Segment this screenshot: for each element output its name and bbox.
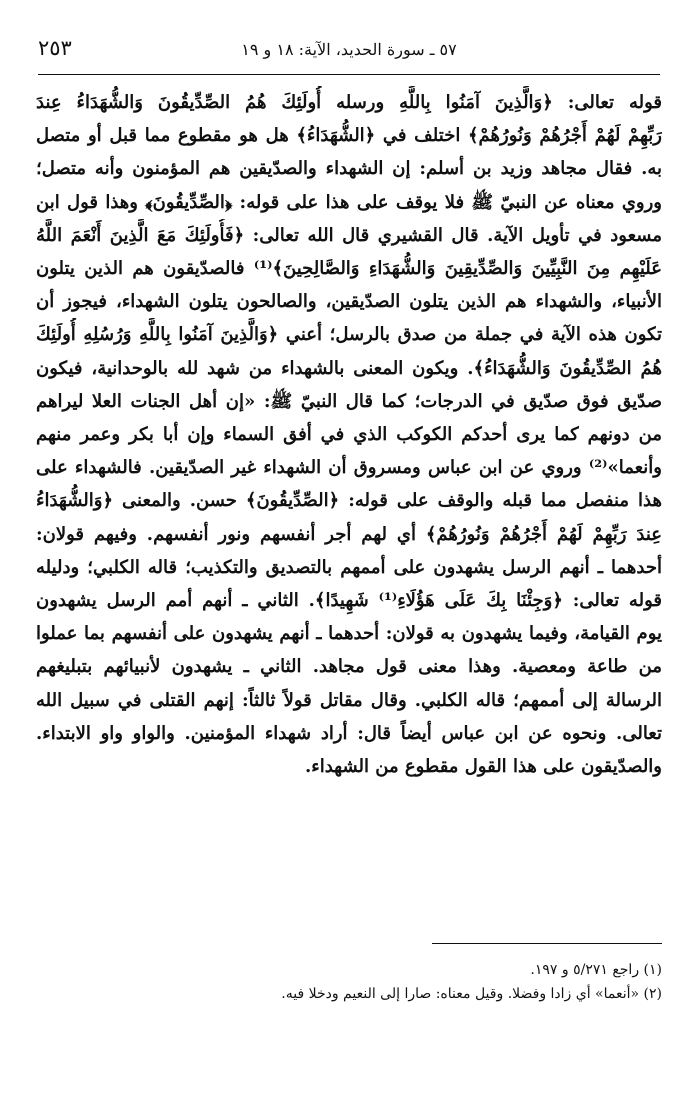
text-line: تعالى. ونحوه عن ابن عباس أيضاً قال: أراد شهداء المؤمنين. والواو واو الابتداء. [36, 722, 662, 744]
text-line: عِندَ رَبِّهِمْ لَهُمْ أَجْرُهُمْ وَنُورُهُمْ﴾ أي لهم أجر أنفسهم ونور أنفسهم. وفيهم قولان: [36, 523, 662, 545]
footnote-rule [432, 943, 662, 944]
text-line: أحدهما ـ أنهم الرسل يشهدون على أممهم بالتصديق والتكذيب؛ قاله الكلبي؛ ودليله [36, 556, 662, 578]
text-line: يوم القيامة، وفيما يشهدون به قولان: أحدهما ـ أنهم يشهدون على أنفسهم بما عملوا [36, 623, 662, 645]
text-line: رَبِّهِمْ لَهُمْ أَجْرُهُمْ وَنُورُهُمْ﴾ اختلف في ﴿الشُّهَدَاءُ﴾ هل هو مقطوع مما قبل أو متصل [36, 125, 662, 147]
text-line: الأنبياء، والشهداء هم الذين يتلون الصدّيقين، والصالحون يتلون الشهداء، فيجوز أن [36, 291, 662, 313]
text-line: وروي معناه عن النبيّ ﷺ فلا يوقف على هذا على قوله: ﴿الصِّدِّيقُونَ﴾ وهذا قول ابن [36, 191, 662, 213]
text-line: الرسالة إلى أممهم؛ قاله الكلبي. وقال مقاتل قولاً ثالثاً: إنهم القتلى في سبيل الله [36, 689, 662, 711]
text-line: هُمُ الصِّدِّيقُونَ وَالشُّهَدَاءُ﴾. ويكون المعنى بالشهداء من شهد لله بالوحدانية، فيكون [36, 357, 662, 379]
page-number: ٢٥٣ [38, 36, 72, 60]
text-line: من دونهم كما يرى أحدكم الكوكب الذي في أفق السماء وإن أبا بكر وعمر منهم [36, 424, 662, 446]
footnote-1: (١) راجع ٥/٢٧١ و ١٩٧. [530, 962, 662, 978]
footnote-2: (٢) «أنعما» أي زادا وفضلا. وقيل معناه: صارا إلى النعيم ودخلا فيه. [281, 986, 662, 1002]
text-line: قوله تعالى: ﴿وَالَّذِينَ آمَنُوا بِاللَّهِ ورسله أُولَئِكَ هُمُ الصِّدِّيقُونَ وَالشُّهَدَاءُ عِندَ [36, 92, 662, 113]
text-line: مسعود في تأويل الآية. قال القشيري قال الله تعالى: ﴿فَأُولَئِكَ مَعَ الَّذِينَ أَنْعَمَ اللَّهُ [36, 224, 662, 246]
text-line: وأنعما»⁽²⁾ وروي عن ابن عباس ومسروق أن الشهداء غير الصدّيقين. فالشهداء على [36, 457, 662, 479]
footnotes [36, 958, 662, 1006]
text-line: صدّيق فوق صدّيق في الدرجات؛ كما قال النبيّ ﷺ: «إن أهل الجنات العلا ليراهم [36, 390, 662, 412]
body-text [36, 86, 662, 783]
text-line: قوله تعالى: ﴿وَجِئْنَا بِكَ عَلَى هَؤُلَاءِ⁽¹⁾ شَهِيدًا﴾. الثاني ـ أنهم أمم الرسل يشهدون [36, 590, 662, 612]
header-rule [38, 74, 660, 75]
text-line: تكون هذه الآية في جملة من صدق بالرسل؛ أعني ﴿وَالَّذِينَ آمَنُوا بِاللَّهِ وَرُسُلِهِ أُولَئِكَ [36, 324, 662, 346]
text-line: من طاعة ومعصية. وهذا معنى قول مجاهد. الثاني ـ يشهدون لأنبيائهم بتبليغهم [36, 656, 662, 678]
text-line: والصدّيقون على هذا القول مقطوع من الشهداء. [305, 756, 662, 778]
text-line: عَلَيْهِم مِنَ النَّبِيِّينَ وَالصِّدِّيقِينَ وَالشُّهَدَاءِ وَالصَّالِحِينَ﴾⁽¹⁾ فالصدّيقون هم الذين يتلون [36, 258, 662, 280]
page-header [38, 36, 660, 66]
text-line: به. فقال مجاهد وزيد بن أسلم: إن الشهداء والصدّيقين هم المؤمنون وأنه متصل؛ [36, 158, 662, 180]
text-line: هذا منفصل مما قبله والوقف على قوله: ﴿الصِّدِّيقُونَ﴾ حسن. والمعنى ﴿وَالشُّهَدَاءُ [36, 490, 662, 512]
running-title: ٥٧ ـ سورة الحديد، الآية: ١٨ و ١٩ [241, 40, 457, 59]
